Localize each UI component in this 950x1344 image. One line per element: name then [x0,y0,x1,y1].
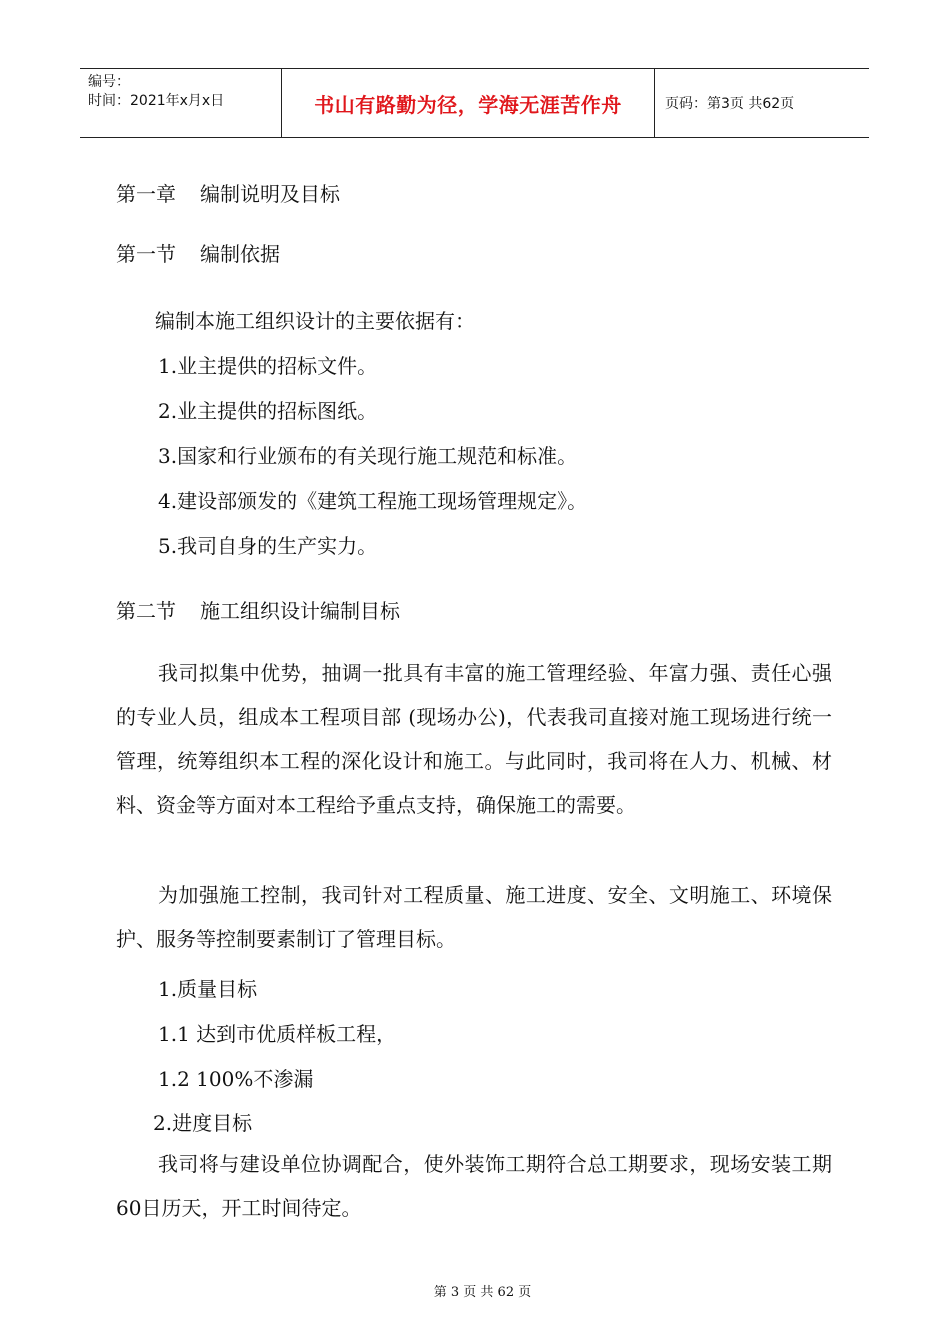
header-motto: 书山有路勤为径，学海无涯苦作舟 [282,69,655,137]
header-meta [80,69,282,137]
section2-paragraph-2: 为加强施工控制，我司针对工程质量、施工进度、安全、文明施工、环境保护、服务等控制要素制订了管理目标。 [116,883,832,951]
section1-number: 第一节 [116,242,176,266]
section1-heading [116,238,280,267]
basis-item: 5.我司自身的生产实力。 [158,534,378,558]
chapter-number: 第一章 [116,182,176,206]
header-page-info: 页码：第3页 共62页 [665,96,795,112]
time-label: 时间：2021年x月x日 [88,93,225,109]
section2-heading [116,595,400,624]
section2-title: 施工组织设计编制目标 [200,599,400,623]
quality-item: 1.2 100%不渗漏 [158,1067,314,1091]
section2-paragraph-1: 我司拟集中优势，抽调一批具有丰富的施工管理经验、年富力强、责任心强的专业人员，组成本工程项目部 (现场办公)，代表我司直接对施工现场进行统一管理，统筹组织本工程的深化设计和施工。与此同时，我司将在人力、机械、材料、资金等方面对本工程给予重点支持，确保施工的需要。 [116,661,832,817]
basis-item: 2.业主提供的招标图纸。 [158,399,378,423]
schedule-heading: 2.进度目标 [153,1111,253,1135]
section2-paragraph-3: 我司将与建设单位协调配合，使外装饰工期符合总工期要求，现场安装工期60日历天，开工时间待定。 [116,1152,832,1220]
basis-item: 3.国家和行业颁布的有关现行施工规范和标准。 [158,444,578,468]
section1-intro: 编制本施工组织设计的主要依据有： [155,309,475,333]
section1-title: 编制依据 [200,242,280,266]
basis-item: 4.建设部颁发的《建筑工程施工现场管理规定》。 [158,489,588,513]
quality-heading: 1.质量目标 [158,977,258,1001]
quality-item: 1.1 达到市优质样板工程， [158,1022,397,1046]
number-label: 编号： [88,74,130,90]
basis-item: 1.业主提供的招标文件。 [158,354,378,378]
chapter-heading [116,178,340,207]
section2-number: 第二节 [116,599,176,623]
chapter-title: 编制说明及目标 [200,182,340,206]
page-footer: 第 3 页 共 62 页 [433,1285,532,1300]
page-header [80,68,869,138]
